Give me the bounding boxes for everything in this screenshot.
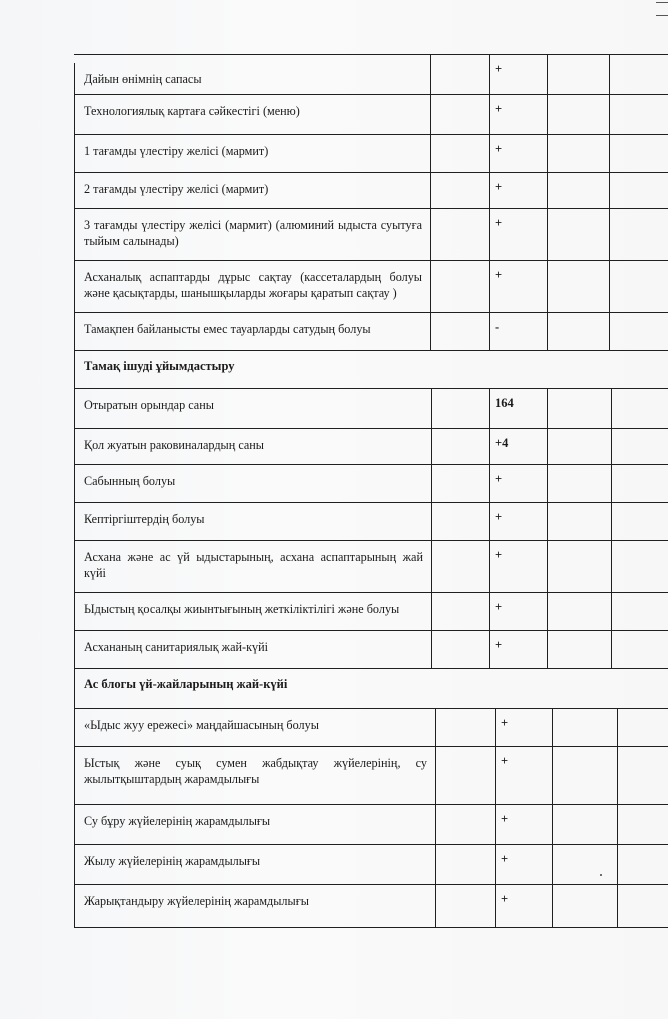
row-value: +: [495, 845, 552, 884]
empty-cell: [611, 593, 668, 630]
row-label: Тамақпен байланысты емес тауарларды сатудың болуы: [74, 313, 430, 350]
table-row: [74, 884, 668, 928]
empty-cell: [611, 631, 668, 668]
row-label: Ыстық және суық сумен жабдықтау жүйелерінің, су жылытқыштардың жарамдылығы: [74, 747, 435, 804]
row-value: 164: [489, 389, 547, 428]
row-value: +: [495, 747, 552, 804]
empty-cell: [617, 845, 668, 884]
row-label: Дайын өнімнің сапасы: [74, 63, 430, 94]
empty-cell: [431, 389, 489, 428]
empty-cell: [431, 429, 489, 464]
row-label: Қол жуатын раковиналардың саны: [74, 429, 431, 464]
empty-cell: [609, 55, 668, 94]
empty-cell: [611, 503, 668, 540]
empty-cell: [431, 465, 489, 502]
table-row: [74, 592, 668, 630]
empty-cell: [547, 55, 609, 94]
table-row: [74, 134, 668, 172]
empty-cell: [552, 805, 617, 844]
empty-cell: [547, 95, 609, 134]
section-title: Тамақ ішуді ұйымдастыру: [84, 359, 235, 373]
empty-cell: [609, 135, 668, 172]
empty-cell: [617, 747, 668, 804]
empty-cell: [617, 805, 668, 844]
row-value: +4: [489, 429, 547, 464]
table-row: [74, 208, 668, 260]
row-label: Асханалық аспаптарды дұрыс сақтау (кассеталардың болуы және қасықтарды, шанышқыларды жоғары қаратып сақтау ): [74, 261, 430, 312]
empty-cell: [547, 313, 609, 350]
empty-cell: [435, 845, 495, 884]
empty-cell: [431, 541, 489, 592]
empty-cell: [430, 173, 489, 208]
row-value: +: [489, 135, 547, 172]
row-value: -: [489, 313, 547, 350]
row-value: +: [489, 503, 547, 540]
empty-cell: [430, 209, 489, 260]
empty-cell: [430, 135, 489, 172]
empty-cell: [547, 465, 611, 502]
row-label: Жылу жүйелерінің жарамдылығы: [74, 845, 435, 884]
table-row: [74, 54, 668, 94]
empty-cell: [430, 313, 489, 350]
row-value: +: [495, 805, 552, 844]
row-label: Технологиялық картаға сәйкестігі (меню): [74, 95, 430, 134]
empty-cell: [547, 173, 609, 208]
empty-cell: [617, 885, 668, 927]
section-title: Ас блогы үй-жайларының жай-күйі: [84, 677, 288, 691]
empty-cell: [547, 209, 609, 260]
empty-cell: [430, 55, 489, 94]
row-value: +: [489, 261, 547, 312]
row-value: +: [489, 593, 547, 630]
empty-cell: [611, 541, 668, 592]
empty-cell: [547, 389, 611, 428]
empty-cell: [431, 593, 489, 630]
ink-dot: [600, 874, 602, 876]
row-value: +: [489, 95, 547, 134]
table-row: [74, 630, 668, 668]
row-label: Асхананың санитариялық жай-күйі: [74, 631, 431, 668]
table-row: [74, 502, 668, 540]
empty-cell: [611, 429, 668, 464]
inspection-table: [74, 0, 668, 1019]
table-row: [74, 312, 668, 350]
empty-cell: [431, 503, 489, 540]
section-heading: [74, 350, 668, 388]
table-row: [74, 388, 668, 428]
empty-cell: [609, 313, 668, 350]
row-value: +: [489, 209, 547, 260]
empty-cell: [611, 389, 668, 428]
empty-cell: [547, 261, 609, 312]
row-label: Ыдыстың қосалқы жиынтығының жеткіліктілігі және болуы: [74, 593, 431, 630]
empty-cell: [552, 845, 617, 884]
empty-cell: [547, 135, 609, 172]
empty-cell: [547, 541, 611, 592]
table-row: [74, 844, 668, 884]
empty-cell: [435, 747, 495, 804]
row-value: +: [489, 55, 547, 94]
empty-cell: [547, 593, 611, 630]
empty-cell: [435, 709, 495, 746]
row-label: «Ыдыс жуу ережесі» маңдайшасының болуы: [74, 709, 435, 746]
empty-cell: [430, 261, 489, 312]
table-row: [74, 708, 668, 746]
table-row: [74, 260, 668, 312]
row-value: +: [489, 631, 547, 668]
table-row: [74, 804, 668, 844]
row-value: +: [495, 709, 552, 746]
row-value: +: [495, 885, 552, 927]
row-label: 1 тағамды үлестіру желісі (мармит): [74, 135, 430, 172]
empty-cell: [609, 209, 668, 260]
table-row: [74, 464, 668, 502]
empty-cell: [609, 173, 668, 208]
row-value: +: [489, 173, 547, 208]
table-row: [74, 94, 668, 134]
row-label: Жарықтандыру жүйелерінің жарамдылығы: [74, 885, 435, 927]
row-label: Асхана және ас үй ыдыстарының, асхана аспаптарының жай күйі: [74, 541, 431, 592]
empty-cell: [430, 95, 489, 134]
empty-cell: [547, 503, 611, 540]
row-label: Сабынның болуы: [74, 465, 431, 502]
empty-cell: [547, 631, 611, 668]
empty-cell: [552, 885, 617, 927]
row-label: 2 тағамды үлестіру желісі (мармит): [74, 173, 430, 208]
empty-cell: [435, 885, 495, 927]
table-row: [74, 746, 668, 804]
table-row: [74, 172, 668, 208]
empty-cell: [609, 261, 668, 312]
empty-cell: [552, 747, 617, 804]
empty-cell: [547, 429, 611, 464]
empty-cell: [611, 465, 668, 502]
row-value: +: [489, 541, 547, 592]
row-value: +: [489, 465, 547, 502]
empty-cell: [431, 631, 489, 668]
row-label: Кептіргіштердің болуы: [74, 503, 431, 540]
row-label: 3 тағамды үлестіру желісі (мармит) (алюминий ыдыста суытуға тыйым салынады): [74, 209, 430, 260]
section-heading: [74, 668, 668, 708]
empty-cell: [617, 709, 668, 746]
empty-cell: [435, 805, 495, 844]
empty-cell: [552, 709, 617, 746]
empty-cell: [609, 95, 668, 134]
table-row: [74, 540, 668, 592]
row-label: Су бұру жүйелерінің жарамдылығы: [74, 805, 435, 844]
row-label: Отыратын орындар саны: [74, 389, 431, 428]
table-row: [74, 428, 668, 464]
